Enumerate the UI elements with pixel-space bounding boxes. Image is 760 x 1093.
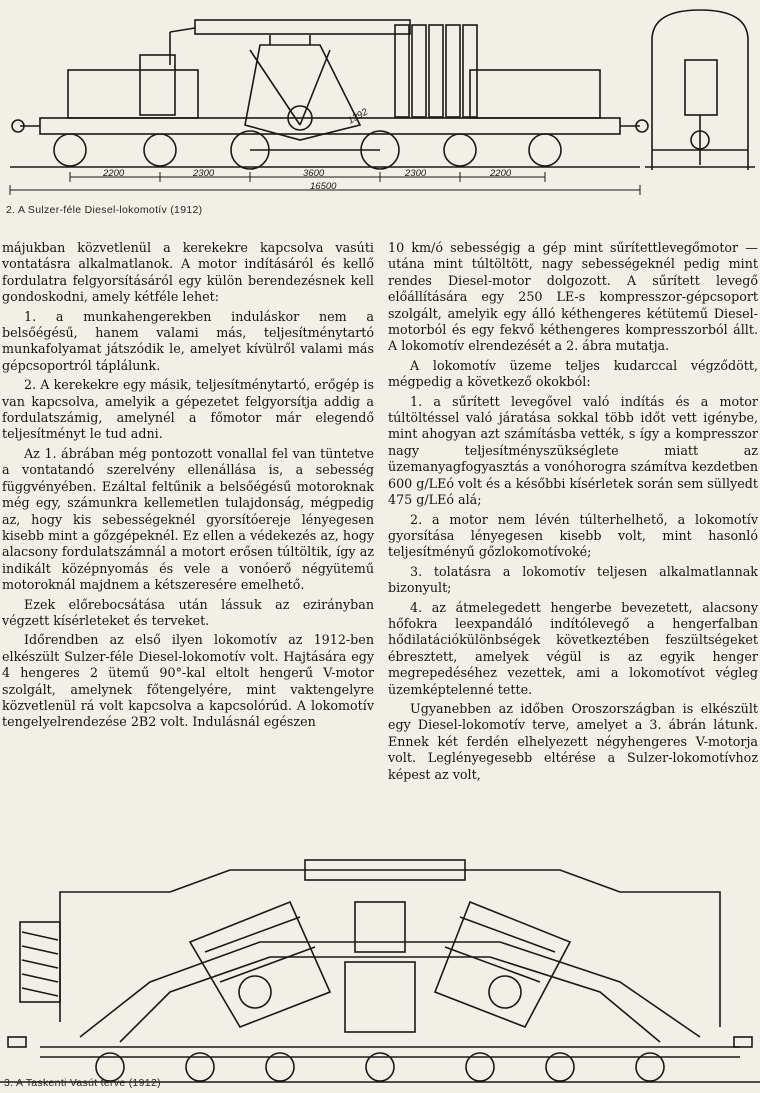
paragraph: 4. az átmelegedett hengerbe bevezetett, alacsony hőfokra leexpandáló indítólevegő a hengerfalban hődilatációkülönbségek következtében feszültségeket ébresztett, amelyek végül is az egyik henger megrepedéséhez vezettek, ami a lokomotívot végleg üzemképtelenné tette.	[388, 599, 758, 697]
paragraph: Ugyanebben az időben Oroszországban is elkészült egy Diesel-lokomotív terve, amelyet a 3. ábrán látunk. Ennek két ferdén elhelyezett négyhengeres V-motorja volt. Leglényegesebb eltérése a Sulzer-lokomotívhoz képest az volt,	[388, 700, 758, 782]
figure-3-caption: 3. A Taskenti Vasút terve (1912)	[4, 1077, 161, 1089]
right-text-column	[388, 240, 758, 783]
paragraph: Időrendben az első ilyen lokomotív az 1912-ben elkészült Sulzer-féle Diesel-lokomotív volt. Hajtására egy 4 hengeres 2 ütemű 90°-kal eltolt hengerű V-motor szolgált, amelynek főtengelyére, mint vaktengelyre közvetlenül rá volt kapcsolva a kapcsolórúd. A lokomotív tengelyelrendezése 2B2 volt. Indulásnál egészen	[2, 632, 374, 730]
paragraph: 3. tolatásra a lokomotív teljesen alkalmatlannak bizonyult;	[388, 563, 758, 596]
paragraph: 1. a sűrített levegővel való indítás és a motor túltöltéssel való járatása sokkal több időt vett igénybe, mint ahogyan azt számításba vették, s így a kompresszor nagy teljesítményszükséglete miatt az üzemanyagfogyasztás a vonóhorogra számítva kezdetben 600 g/LEó volt és a későbbi kísérletek során sem süllyedt 475 g/LEó alá;	[388, 393, 758, 508]
paragraph: 2. A kerekekre egy másik, teljesítménytartó, erőgép is van kapcsolva, amelyik a gépezetet felgyorsítja addig a fordulatszámig, amelynél a főmotor már elegendő teljesítményt le tud adni.	[2, 377, 374, 442]
dimension-3: 3600	[303, 168, 325, 179]
tashkent-locomotive-drawing	[0, 842, 760, 1093]
dimension-4: 2300	[405, 168, 427, 179]
paragraph: májukban közvetlenül a kerekekre kapcsolva vasúti vontatásra alkalmatlanok. A motor indításáról és kellő fordulatra felgyorsításáról egy külön berendezésnek kell gondoskodni, amely kétféle lehet:	[2, 240, 374, 305]
paragraph: 2. a motor nem lévén túlterhelhető, a lokomotív gyorsítása lényegesen kisebb volt, mint hasonló teljesítményű gőzlokomotívoké;	[388, 511, 758, 560]
drawing-annotation: 1392	[346, 106, 370, 127]
left-text-column	[2, 240, 374, 731]
dimension-1: 2200	[103, 168, 125, 179]
total-length: 16500	[310, 181, 337, 192]
paragraph: A lokomotív üzeme teljes kudarccal végződött, mégpedig a következő okokból:	[388, 357, 758, 390]
paragraph: Ezek előrebocsátása után lássuk az ezirányban végzett kísérleteket és terveket.	[2, 596, 374, 628]
figure-2-caption: 2. A Sulzer-féle Diesel-lokomotív (1912)	[6, 204, 203, 216]
paragraph: Az 1. ábrában még pontozott vonallal fel van tüntetve a vontatandó szerelvény ellenállása is, a sebesség függvényében. Ezáltal feltűnik a belsőégésű motoroknak még egy, számunkra kellemetlen tulajdonság, mégpedig az, hogy kis sebességeknél gyorsítóereje lényegesen kisebb mint a gőzgépeknél. Ez ellen a védekezés az, hogy alacsony fordulatszámnál a motort erősen túltöltik, így az indikált középnyomás és vele a vonóerő négyütemű motoroknál majdnem a kétszeresére emelhető.	[2, 445, 374, 593]
paragraph: 10 km/ó sebességig a gép mint sűrítettlevegőmotor — utána mint túltöltött, nagy sebességeknél pedig mint rendes Diesel-motor dolgozott. A sűrített levegő előállítására egy 250 LE-s kompresszor-gépcsoport szolgált, amelyik egy álló kéthengeres kétütemű Diesel-motorból és egy fekvő kéthengeres kompresszorból állt. A lokomotív elrendezését a 2. ábra mutatja.	[388, 240, 758, 354]
dimension-2: 2300	[193, 168, 215, 179]
dimension-5: 2200	[490, 168, 512, 179]
sulzer-locomotive-drawing	[0, 0, 760, 218]
paragraph: 1. a munkahengerekben induláskor nem a belsőégésű, hanem valami más, teljesítménytartó munkafolyamat játszódik le, amelyet kívülről valami más gépcsoportról táplálunk.	[2, 308, 374, 373]
